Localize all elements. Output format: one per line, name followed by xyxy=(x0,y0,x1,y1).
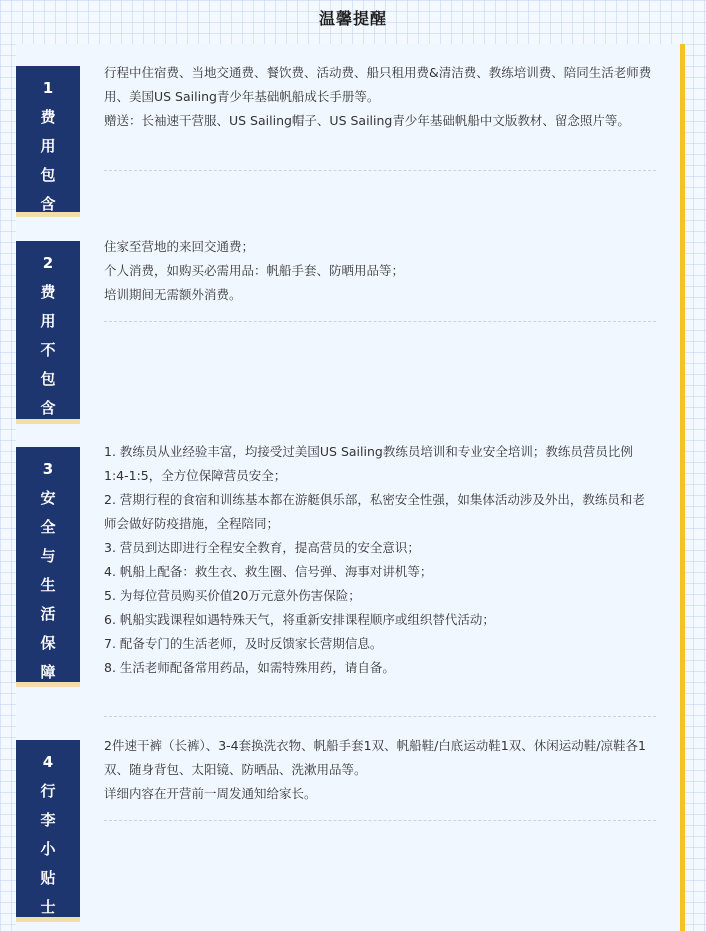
section-line: 行程中住宿费、当地交通费、餐饮费、活动费、船只租用费&清洁费、教练培训费、陪同生活老师费用、美国US Sailing青少年基础帆船成长手册等。 xyxy=(104,65,652,104)
section-label-char: 用 xyxy=(40,137,56,155)
section-badge-luggage-tips xyxy=(16,740,80,922)
section-label-char: 贴 xyxy=(40,869,56,887)
section-divider xyxy=(104,820,656,821)
section-label-char: 含 xyxy=(40,399,56,417)
section-line: 培训期间无需额外消费。 xyxy=(104,287,242,302)
section-divider xyxy=(104,170,656,171)
section-body-safety xyxy=(104,440,656,680)
section-line: 2. 营期行程的食宿和训练基本都在游艇俱乐部，私密安全性强，如集体活动涉及外出，教练员和老师会做好防疫措施，全程陪同； xyxy=(104,492,645,531)
section-label-char: 不 xyxy=(40,341,56,359)
page-title: 温馨提醒 xyxy=(318,8,387,28)
page-header xyxy=(0,0,706,34)
section-number: 2 xyxy=(42,254,54,272)
section-label-char: 李 xyxy=(40,811,56,829)
section-body-luggage-tips xyxy=(104,734,656,806)
section-label-char: 包 xyxy=(40,370,56,388)
section-label-char: 小 xyxy=(40,840,56,858)
section-label-char: 生 xyxy=(40,576,56,594)
section-line: 详细内容在开营前一周发通知给家长。 xyxy=(104,786,317,801)
section-label-char: 全 xyxy=(40,518,56,536)
section-label-char: 士 xyxy=(40,898,56,916)
section-line: 1. 教练员从业经验丰富，均接受过美国US Sailing教练员培训和专业安全培训；教练员营员比例1:4-1:5，全方位保障营员安全； xyxy=(104,444,633,483)
section-label-char: 行 xyxy=(40,782,56,800)
section-label-char: 包 xyxy=(40,166,56,184)
section-label-char: 用 xyxy=(40,312,56,330)
section-line: 赠送：长袖速干营服、US Sailing帽子、US Sailing青少年基础帆船中文版教材、留念照片等。 xyxy=(104,113,630,128)
section-label-char: 活 xyxy=(40,605,56,623)
panel-accent-bar xyxy=(680,44,685,931)
section-line: 4. 帆船上配备：救生衣、救生圈、信号弹、海事对讲机等； xyxy=(104,564,433,579)
section-number: 3 xyxy=(42,460,54,478)
section-label-char: 安 xyxy=(40,489,56,507)
section-line: 5. 为每位营员购买价值20万元意外伤害保险； xyxy=(104,588,361,603)
section-body-fees-included xyxy=(104,61,656,133)
section-line: 3. 营员到达即进行全程安全教育，提高营员的安全意识； xyxy=(104,540,420,555)
section-number: 1 xyxy=(42,79,54,97)
section-label-char: 与 xyxy=(40,547,56,565)
section-label-char: 含 xyxy=(40,195,56,213)
section-line: 6. 帆船实践课程如遇特殊天气，将重新安排课程顺序或组织替代活动； xyxy=(104,612,495,627)
section-line: 2件速干裤（长裤）、3-4套换洗衣物、帆船手套1双、帆船鞋/白底运动鞋1双、休闲运动鞋/凉鞋各1双、随身背包、太阳镜、防晒品、洗漱用品等。 xyxy=(104,738,646,777)
section-label-char: 障 xyxy=(40,663,56,681)
section-line: 7. 配备专门的生活老师，及时反馈家长营期信息。 xyxy=(104,636,383,651)
section-badge-fees-excluded xyxy=(16,241,80,424)
section-label-char: 费 xyxy=(40,108,56,126)
section-label-char: 保 xyxy=(40,634,56,652)
section-label-char: 费 xyxy=(40,283,56,301)
section-divider xyxy=(104,321,656,322)
section-number: 4 xyxy=(42,753,54,771)
section-line: 住家至营地的来回交通费； xyxy=(104,239,255,254)
section-badge-safety xyxy=(16,447,80,687)
section-badge-fees-included xyxy=(16,66,80,217)
section-line: 8. 生活老师配备常用药品，如需特殊用药，请自备。 xyxy=(104,660,395,675)
section-line: 个人消费，如购买必需用品：帆船手套、防晒用品等； xyxy=(104,263,405,278)
section-body-fees-excluded xyxy=(104,235,656,307)
section-divider xyxy=(104,716,656,717)
